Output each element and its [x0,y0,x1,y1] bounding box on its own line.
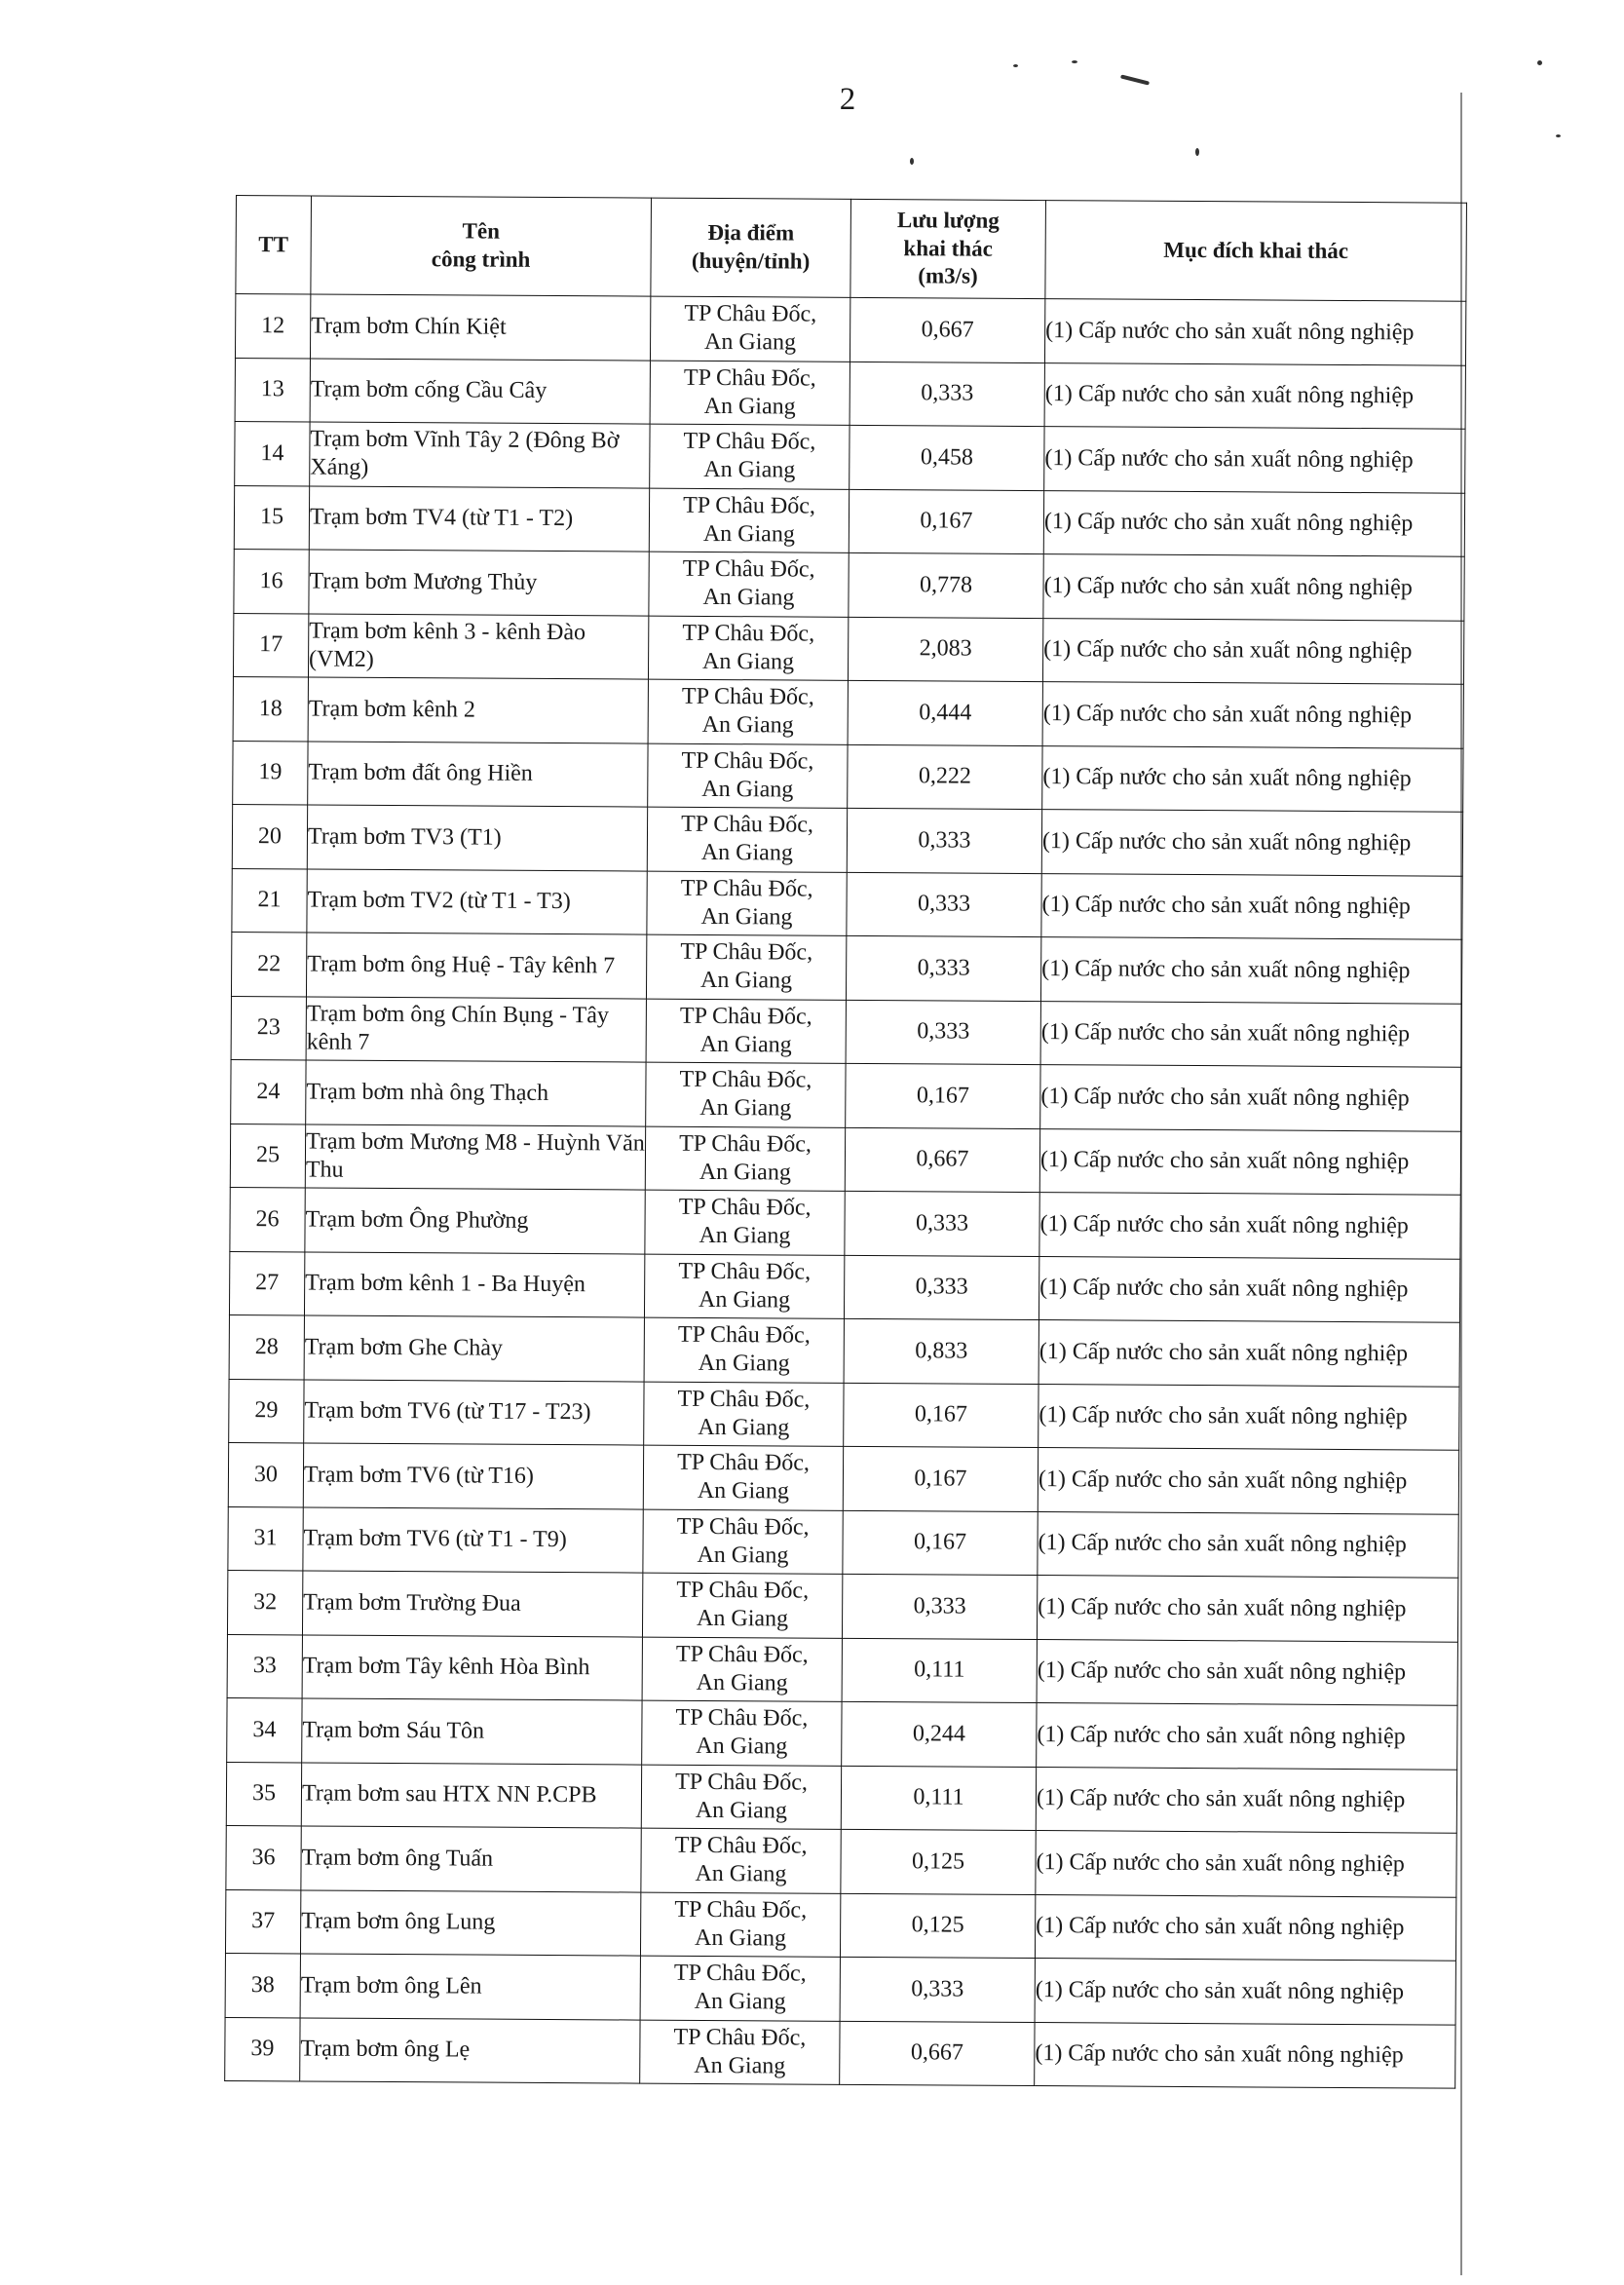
table-row [227,1697,1457,1769]
row-tt: 25 [230,1123,305,1188]
row-location-line2: An Giang [697,1478,789,1504]
row-purpose: (1) Cấp nước cho sản xuất nông nghiệp [1037,1703,1457,1770]
table-row [225,1953,1455,2024]
table-row [235,421,1465,492]
row-location-line1: TP Châu Đốc, [676,1513,810,1541]
scan-speck [1556,134,1561,137]
row-purpose: (1) Cấp nước cho sản xuất nông nghiệp [1037,1576,1457,1642]
row-tt: 26 [230,1187,305,1251]
row-location-line1: TP Châu Đốc, [677,1450,811,1477]
row-location-line1: TP Châu Đốc, [683,364,816,392]
row-flow: 0,833 [844,1318,1039,1384]
row-tt: 34 [227,1697,302,1762]
row-name: Trạm bơm Tây kênh Hòa Bình [302,1634,642,1700]
row-tt: 24 [231,1059,306,1123]
table-row [226,1825,1456,1896]
table-row [231,1059,1461,1130]
row-location [648,616,848,681]
scan-speck [1537,60,1542,65]
row-location [642,1700,842,1766]
row-location [642,1637,842,1702]
row-purpose: (1) Cấp nước cho sản xuất nông nghiệp [1038,1448,1458,1514]
row-name: Trạm bơm cống Cầu Cây [310,358,650,424]
row-flow: 0,167 [843,1446,1038,1511]
row-location-line2: An Giang [694,2052,786,2079]
row-location-line2: An Giang [695,1861,787,1887]
row-location-line1: TP Châu Đốc, [682,620,815,647]
row-location-line2: An Giang [701,712,794,739]
row-purpose: (1) Cấp nước cho sản xuất nông nghiệp [1044,427,1465,493]
row-flow: 0,333 [845,1191,1039,1256]
row-location-line2: An Giang [699,1159,791,1186]
table-row [233,741,1463,812]
row-location-line1: TP Châu Đốc, [683,429,816,456]
row-name: Trạm bơm đất ông Hiền [308,741,648,807]
row-name: Trạm bơm TV4 (từ T1 - T2) [309,485,649,552]
table-row [228,1506,1458,1578]
table-row [231,996,1461,1067]
row-location-line2: An Giang [699,1223,791,1249]
row-location-line1: TP Châu Đốc, [678,1258,812,1285]
row-location-line2: An Giang [699,1095,792,1122]
row-flow: 0,333 [850,362,1044,427]
row-flow: 0,667 [850,297,1044,362]
row-flow: 0,333 [847,808,1041,873]
table-row [233,676,1463,747]
row-location-line2: An Giang [698,1414,790,1441]
row-location [649,552,849,617]
table-row [227,1634,1457,1705]
row-tt: 13 [235,358,310,422]
row-purpose: (1) Cấp nước cho sản xuất nông nghiệp [1043,554,1464,621]
row-location-line2: An Giang [700,968,793,994]
row-name: Trạm bơm Vĩnh Tây 2 (Đông Bờ Xáng) [310,422,650,488]
row-tt: 18 [233,676,308,741]
row-location [648,743,848,809]
row-location [650,424,850,489]
row-purpose: (1) Cấp nước cho sản xuất nông nghiệp [1035,2022,1455,2088]
row-location [644,1382,844,1447]
row-name: Trạm bơm ông Huệ - Tây kênh 7 [306,933,646,999]
header-name-line2: công trình [431,247,531,272]
row-location-line2: An Giang [702,520,795,548]
row-location-line2: An Giang [701,776,794,803]
row-location-line2: An Giang [700,840,793,866]
row-location-line1: TP Châu Đốc, [675,1705,809,1733]
table-row [225,1889,1455,1961]
row-tt: 22 [231,932,306,996]
row-location [645,1190,845,1255]
scan-speck [910,158,914,165]
row-name: Trạm bơm kênh 2 [308,677,648,743]
row-location-line1: TP Châu Đốc, [681,812,814,839]
row-location [643,1445,843,1510]
row-name: Trạm bơm Mương M8 - Huỳnh Văn Thu [305,1123,645,1190]
row-location [649,488,849,553]
header-location-line2: (huyện/tỉnh) [691,248,811,274]
scan-speck [1013,64,1018,67]
row-location [642,1573,842,1638]
row-location-line1: TP Châu Đốc, [680,875,813,902]
table-body [225,294,1466,2089]
row-flow: 0,167 [843,1510,1038,1576]
row-location-line2: An Giang [703,393,796,420]
row-tt: 16 [234,549,309,613]
row-tt: 14 [235,421,310,485]
table-row [231,932,1461,1003]
header-flow-line3: (m3/s) [918,263,978,289]
table-row [230,1123,1460,1195]
header-purpose: Mục đích khai thác [1045,201,1467,302]
row-flow: 0,125 [841,1829,1036,1894]
table-row [232,868,1462,939]
row-location-line1: TP Châu Đốc, [676,1578,810,1605]
row-purpose: (1) Cấp nước cho sản xuất nông nghiệp [1044,299,1465,365]
row-name: Trạm bơm TV6 (từ T17 - T23) [304,1379,644,1445]
table-row [227,1570,1457,1641]
row-name: Trạm bơm TV2 (từ T1 - T3) [307,868,647,934]
row-location-line1: TP Châu Đốc, [679,1130,812,1158]
row-flow: 0,333 [840,1957,1035,2022]
row-purpose: (1) Cấp nước cho sản xuất nông nghiệp [1035,1894,1455,1961]
header-flow [850,199,1046,298]
row-location [643,1509,843,1575]
row-tt: 20 [232,804,307,868]
row-location-line2: An Giang [700,903,793,931]
table-header-row [236,196,1467,302]
header-name [311,196,652,296]
header-location-line1: Địa điểm [707,220,795,246]
row-name: Trạm bơm TV6 (từ T16) [303,1443,643,1509]
table-row [230,1187,1460,1258]
table-row [226,1762,1456,1833]
row-location-line1: TP Châu Đốc, [684,301,817,328]
row-purpose: (1) Cấp nước cho sản xuất nông nghiệp [1044,362,1465,429]
row-tt: 29 [229,1379,304,1443]
row-location-line1: TP Châu Đốc, [679,1003,812,1030]
row-name: Trạm bơm ông Lẹ [300,2017,640,2083]
row-flow: 0,444 [848,680,1042,745]
row-location-line1: TP Châu Đốc, [675,1641,809,1668]
row-location [641,1828,841,1893]
row-location [640,1956,840,2021]
row-flow: 0,244 [842,1701,1037,1767]
row-location-line1: TP Châu Đốc, [677,1322,811,1350]
row-flow: 0,667 [845,1127,1039,1193]
row-tt: 31 [228,1506,303,1571]
header-flow-line2: khai thác [903,235,993,261]
row-purpose: (1) Cấp nước cho sản xuất nông nghiệp [1039,1320,1459,1387]
row-location-line2: An Giang [695,1924,787,1952]
table-row [235,294,1465,365]
row-tt: 19 [233,741,308,805]
header-tt: TT [236,196,312,294]
table-row [225,2017,1455,2088]
row-tt: 39 [225,2017,300,2081]
row-tt: 36 [226,1825,301,1889]
row-tt: 23 [231,996,306,1060]
row-purpose: (1) Cấp nước cho sản xuất nông nghiệp [1037,1639,1457,1705]
header-name-line1: Tên [462,218,501,244]
table-row [233,613,1463,684]
row-location [644,1254,844,1319]
table-row [229,1379,1459,1450]
row-purpose: (1) Cấp nước cho sản xuất nông nghiệp [1039,1256,1459,1322]
row-purpose: (1) Cấp nước cho sản xuất nông nghiệp [1043,490,1464,556]
row-flow: 0,333 [846,935,1040,1001]
row-location-line2: An Giang [699,1286,791,1314]
row-location [641,1765,841,1830]
row-location-line1: TP Châu Đốc, [680,939,813,967]
page-number: 2 [839,82,856,117]
row-flow: 0,458 [850,425,1044,490]
row-location [647,871,847,936]
scan-speck [1072,60,1077,63]
row-purpose: (1) Cấp nước cho sản xuất nông nghiệp [1041,873,1462,939]
row-purpose: (1) Cấp nước cho sản xuất nông nghiệp [1039,1384,1459,1450]
row-tt: 21 [232,868,307,933]
row-location [647,807,847,872]
row-purpose: (1) Cấp nước cho sản xuất nông nghiệp [1042,682,1463,748]
row-name: Trạm bơm Sáu Tôn [302,1698,642,1765]
table-row [232,804,1462,875]
row-purpose: (1) Cấp nước cho sản xuất nông nghiệp [1036,1767,1456,1833]
row-flow: 0,167 [846,1063,1040,1128]
row-name: Trạm bơm kênh 1 - Ba Huyện [304,1251,644,1317]
row-tt: 32 [227,1570,302,1634]
table-row [234,549,1464,620]
table-row [228,1442,1458,1513]
row-name: Trạm bơm Trường Đua [302,1571,642,1637]
row-location-line1: TP Châu Đốc, [682,556,815,584]
row-flow: 0,167 [849,489,1043,554]
row-location-line2: An Giang [704,329,797,356]
row-location [646,934,846,1000]
row-purpose: (1) Cấp nước cho sản xuất nông nghiệp [1040,937,1461,1004]
row-name: Trạm bơm ông Chín Bụng - Tây kênh 7 [306,996,646,1062]
table-row [229,1314,1459,1386]
row-flow: 0,667 [840,2021,1035,2086]
row-location-line1: TP Châu Đốc, [677,1386,811,1413]
row-location-line1: TP Châu Đốc, [673,2024,807,2051]
header-flow-line1: Lưu lượng [896,208,1000,233]
row-tt: 37 [225,1889,300,1954]
row-location-line1: TP Châu Đốc, [674,1833,808,1860]
row-location-line1: TP Châu Đốc, [679,1067,812,1094]
row-location-line2: An Giang [696,1733,788,1760]
row-purpose: (1) Cấp nước cho sản xuất nông nghiệp [1042,745,1463,812]
row-purpose: (1) Cấp nước cho sản xuất nông nghiệp [1035,1959,1455,2025]
table-row [235,358,1465,429]
row-name: Trạm bơm TV6 (từ T1 - T9) [303,1506,643,1573]
row-location [650,296,850,362]
row-location-line1: TP Châu Đốc, [674,1896,808,1923]
row-location-line2: An Giang [702,648,795,675]
row-purpose: (1) Cấp nước cho sản xuất nông nghiệp [1036,1831,1456,1897]
row-location-line2: An Giang [697,1606,789,1632]
row-name: Trạm bơm kênh 3 - kênh Đào (VM2) [308,613,648,679]
table-row [229,1251,1459,1322]
row-location-line2: An Giang [699,1031,792,1058]
row-location [646,999,846,1064]
row-purpose: (1) Cấp nước cho sản xuất nông nghiệp [1039,1193,1460,1259]
row-flow: 0,333 [844,1255,1039,1320]
row-location-line2: An Giang [703,457,796,483]
row-flow: 2,083 [848,617,1042,682]
row-flow: 0,111 [842,1638,1037,1703]
row-location [640,2020,840,2085]
row-tt: 30 [228,1442,303,1506]
row-flow: 0,333 [847,872,1041,937]
row-tt: 27 [229,1251,304,1315]
row-location-line1: TP Châu Đốc, [681,684,814,711]
row-location [644,1317,844,1383]
row-location-line2: An Giang [697,1542,789,1569]
row-flow: 0,125 [840,1893,1035,1959]
row-location-line1: TP Châu Đốc, [683,492,816,519]
row-location-line2: An Giang [696,1669,788,1696]
row-flow: 0,111 [841,1766,1036,1831]
row-location [650,361,850,426]
scan-speck [1195,148,1199,156]
row-purpose: (1) Cấp nước cho sản xuất nông nghiệp [1041,810,1462,876]
row-flow: 0,333 [842,1574,1037,1639]
row-tt: 17 [233,613,308,677]
row-purpose: (1) Cấp nước cho sản xuất nông nghiệp [1040,1065,1461,1131]
row-name: Trạm bơm ông Lung [300,1889,640,1956]
row-name: Trạm bơm Chín Kiệt [310,294,650,361]
row-flow: 0,222 [848,744,1042,810]
row-location-line2: An Giang [698,1351,790,1377]
row-location [648,679,848,744]
row-location-line2: An Giang [694,1989,786,2015]
row-location-line1: TP Châu Đốc, [681,747,814,775]
row-tt: 33 [227,1634,302,1698]
row-location-line1: TP Châu Đốc, [675,1769,809,1796]
row-name: Trạm bơm Mương Thủy [309,550,649,616]
row-name: Trạm bơm nhà ông Thạch [306,1060,646,1126]
row-name: Trạm bơm Ông Phường [305,1188,645,1254]
row-location-line1: TP Châu Đốc, [678,1195,812,1222]
row-flow: 0,778 [849,552,1043,618]
header-location [651,198,851,297]
row-name: Trạm bơm ông Tuấn [301,1826,641,1892]
row-name: Trạm bơm Ghe Chày [304,1315,644,1382]
data-table [224,195,1467,2089]
row-purpose: (1) Cấp nước cho sản xuất nông nghiệp [1042,618,1463,684]
row-tt: 12 [235,294,310,359]
row-location [645,1126,845,1192]
row-name: Trạm bơm ông Lên [300,1954,640,2020]
row-tt: 15 [234,485,309,550]
table-row [234,485,1464,556]
row-location-line2: An Giang [702,585,795,611]
row-location-line1: TP Châu Đốc, [673,1961,807,1988]
row-location [646,1062,846,1127]
row-purpose: (1) Cấp nước cho sản xuất nông nghiệp [1039,1128,1460,1195]
row-name: Trạm bơm TV3 (T1) [307,805,647,871]
row-name: Trạm bơm sau HTX NN P.CPB [301,1762,641,1828]
row-purpose: (1) Cấp nước cho sản xuất nông nghiệp [1040,1001,1461,1067]
row-flow: 0,167 [844,1383,1039,1448]
row-flow: 0,333 [846,1000,1040,1065]
row-purpose: (1) Cấp nước cho sản xuất nông nghiệp [1038,1511,1458,1578]
row-tt: 35 [226,1762,301,1826]
row-location-line2: An Giang [695,1797,787,1824]
row-tt: 28 [229,1314,304,1379]
row-tt: 38 [225,1953,300,2017]
row-location [640,1892,840,1958]
